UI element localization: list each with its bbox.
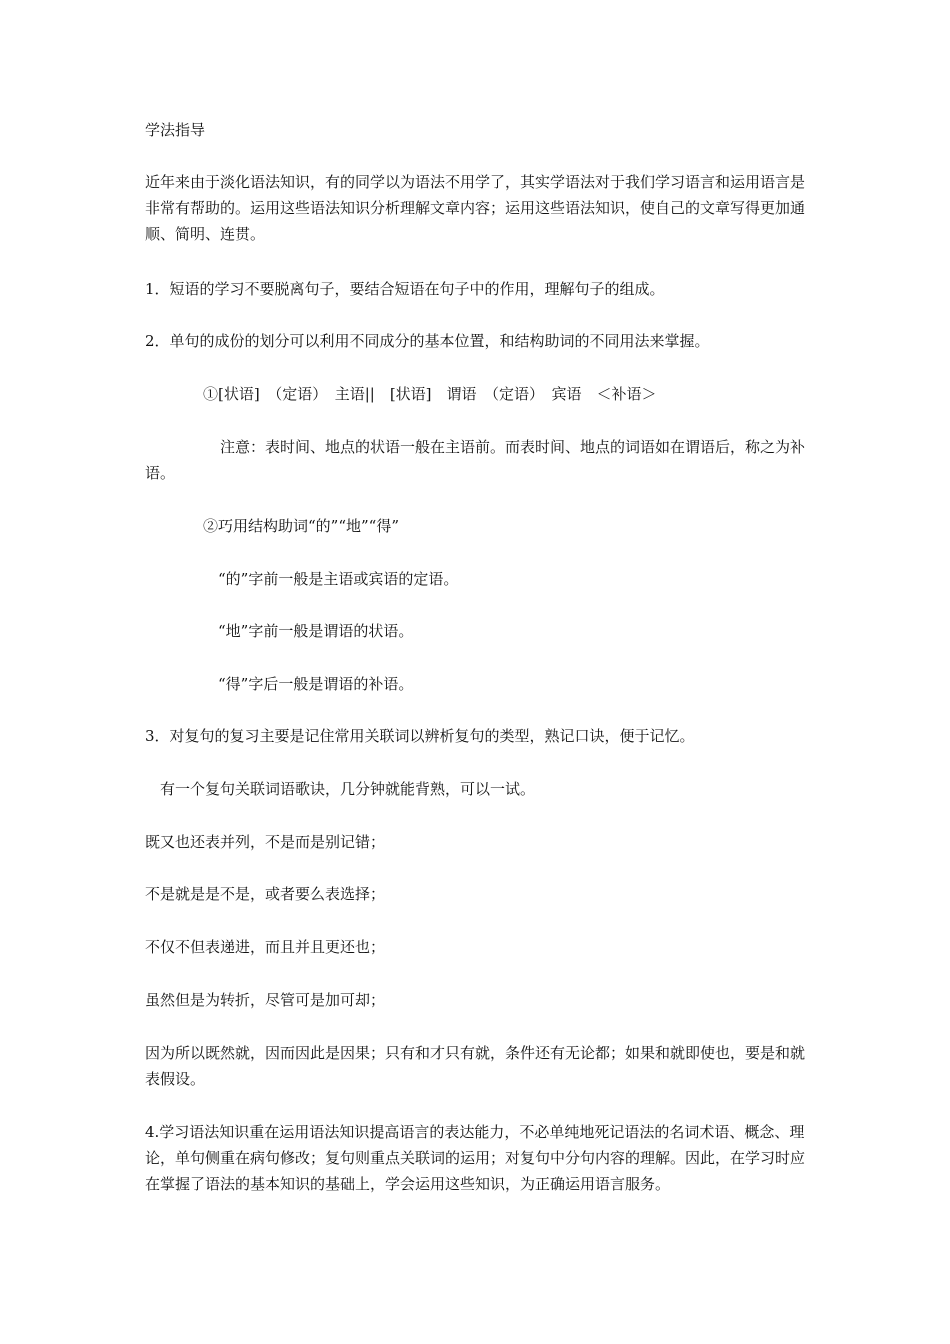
rhyme-line-2: 不是就是是不是，或者要么表选择； xyxy=(145,885,386,903)
point-4: 4.学习语法知识重在运用语法知识提高语言的表达能力，不必单纯地死记语法的名词术语、概念、理论，单句侧重在病句修改；复句则重点关联词的运用；对复句中分句内容的理解。因此，在学习时应在掌握了语法的基本知识的基础上，学会运用这些知识，为正确运用语言服务。 xyxy=(145,1123,806,1193)
rhyme-line-1: 既又也还表并列，不是而是别记错； xyxy=(145,833,386,851)
particle-dei-rule: “得”字后一般是谓语的补语。 xyxy=(218,675,414,693)
rhyme-intro: 有一个复句关联词语歌诀，几分钟就能背熟，可以一试。 xyxy=(160,780,536,798)
document-title: 学法指导 xyxy=(145,121,206,139)
point-1: 1．短语的学习不要脱离句子，要结合短语在句子中的作用，理解句子的组成。 xyxy=(145,280,665,298)
rhyme-line-5: 因为所以既然就，因而因此是因果；只有和才只有就，条件还有无论都；如果和就即使也，要是和就表假设。 xyxy=(145,1044,806,1088)
point-2: 2．单句的成份的划分可以利用不同成分的基本位置，和结构助词的不同用法来掌握。 xyxy=(145,332,710,350)
rhyme-line-3: 不仅不但表递进，而且并且更还也； xyxy=(145,938,386,956)
particles-heading: ②巧用结构助词“的”“地”“得” xyxy=(203,517,400,535)
particle-de-rule: “的”字前一般是主语或宾语的定语。 xyxy=(218,570,459,588)
point-3: 3．对复句的复习主要是记住常用关联词以辨析复句的类型，熟记口诀，便于记忆。 xyxy=(145,727,695,745)
rhyme-line-4: 虽然但是为转折，尽管可是加可却； xyxy=(145,991,386,1009)
structure-note: 注意：表时间、地点的状语一般在主语前。而表时间、地点的词语如在谓语后，称之为补语。 xyxy=(145,438,806,482)
particle-di-rule: “地”字前一般是谓语的状语。 xyxy=(218,622,414,640)
intro-paragraph: 近年来由于淡化语法知识，有的同学以为语法不用学了，其实学语法对于我们学习语言和运用语言是非常有帮助的。运用这些语法知识分析理解文章内容；运用这些语法知识，使自己的文章写得更加通顺、简明、连贯。 xyxy=(145,173,806,243)
sentence-structure-pattern: ①[状语] （定语） 主语|| [状语] 谓语 （定语） 宾语 ＜补语＞ xyxy=(203,385,657,403)
